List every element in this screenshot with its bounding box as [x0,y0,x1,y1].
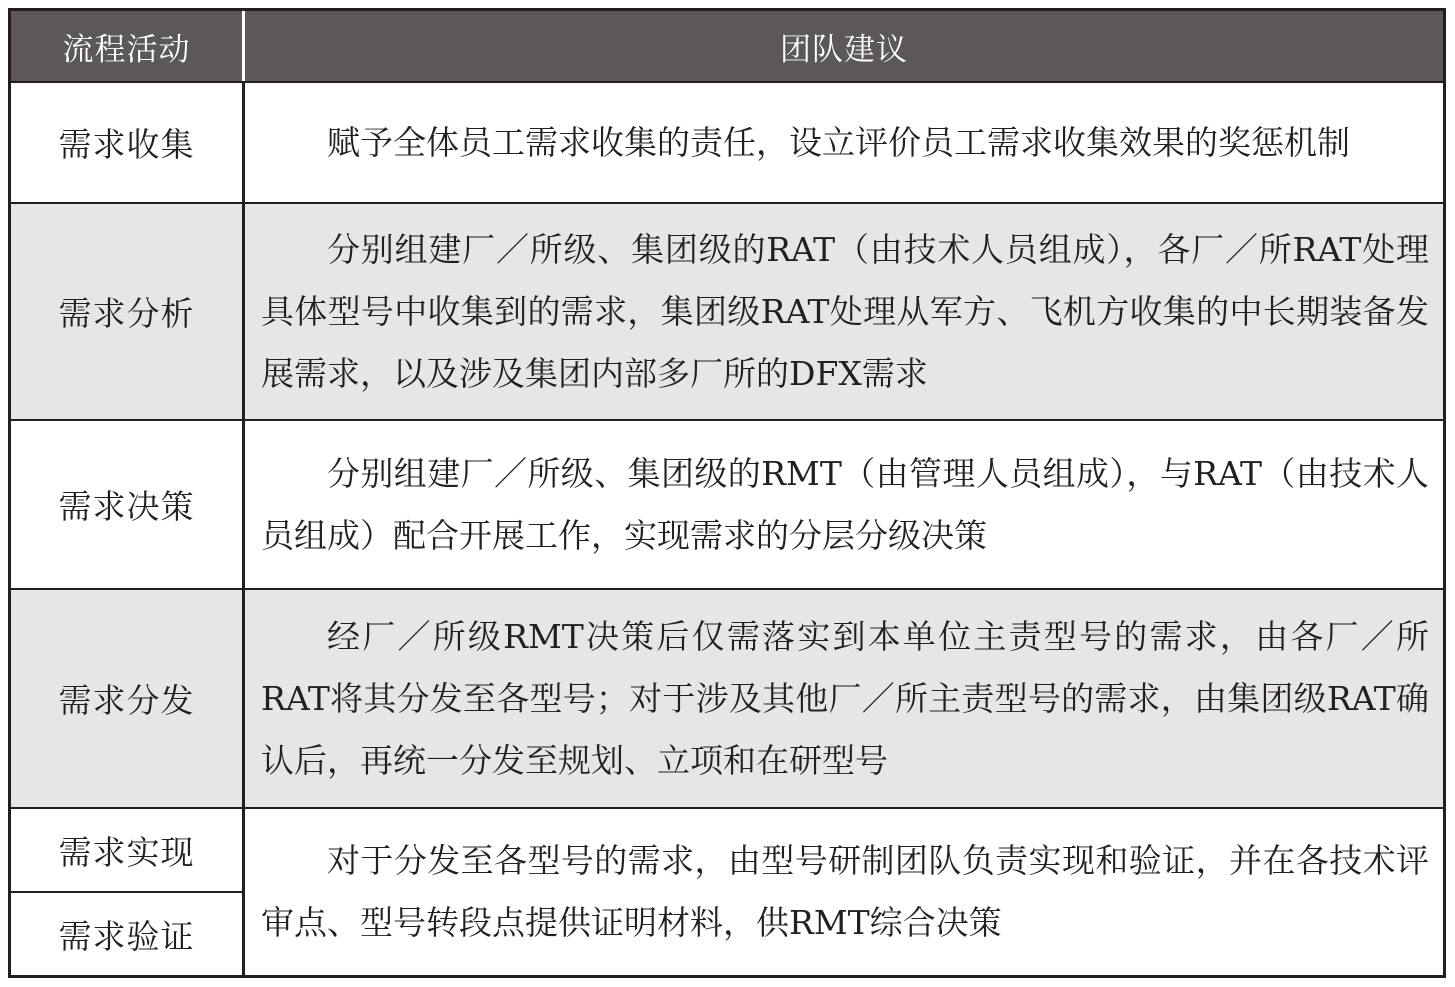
suggestion-distribution-text: 经厂／所级RMT决策后仅需落实到本单位主责型号的需求，由各厂／所RAT将其分发至各型号；对于涉及其他厂／所主责型号的需求，由集团级RAT确认后，再统一分发至规划、立项和在研型号 [261,616,1429,780]
activity-collection: 需求收集 [11,81,245,202]
requirements-table [8,8,1446,978]
suggestion-implementation-verification [245,807,1443,975]
suggestion-analysis-text: 分别组建厂／所级、集团级的RAT（由技术人员组成），各厂／所RAT处理具体型号中收集到的需求，集团级RAT处理从军方、飞机方收集的中长期装备发展需求，以及涉及集团内部多厂所的DFX需求 [261,229,1429,393]
header-activity: 流程活动 [11,11,245,81]
activity-distribution: 需求分发 [11,588,245,807]
activity-verification: 需求验证 [11,891,245,975]
activity-implementation: 需求实现 [11,807,245,891]
suggestion-collection [245,81,1443,202]
suggestion-decision-text: 分别组建厂／所级、集团级的RMT（由管理人员组成），与RAT（由技术人员组成）配合开展工作，实现需求的分层分级决策 [261,453,1429,555]
suggestion-collection-text: 赋予全体员工需求收集的责任，设立评价员工需求收集效果的奖惩机制 [327,122,1350,162]
suggestion-distribution [245,588,1443,807]
header-suggestion: 团队建议 [245,11,1443,81]
activity-analysis: 需求分析 [11,202,245,419]
suggestion-analysis [245,202,1443,419]
activity-decision: 需求决策 [11,419,245,588]
suggestion-implementation-text: 对于分发至各型号的需求，由型号研制团队负责实现和验证，并在各技术评审点、型号转段点提供证明材料，供RMT综合决策 [261,841,1429,942]
suggestion-decision [245,419,1443,588]
